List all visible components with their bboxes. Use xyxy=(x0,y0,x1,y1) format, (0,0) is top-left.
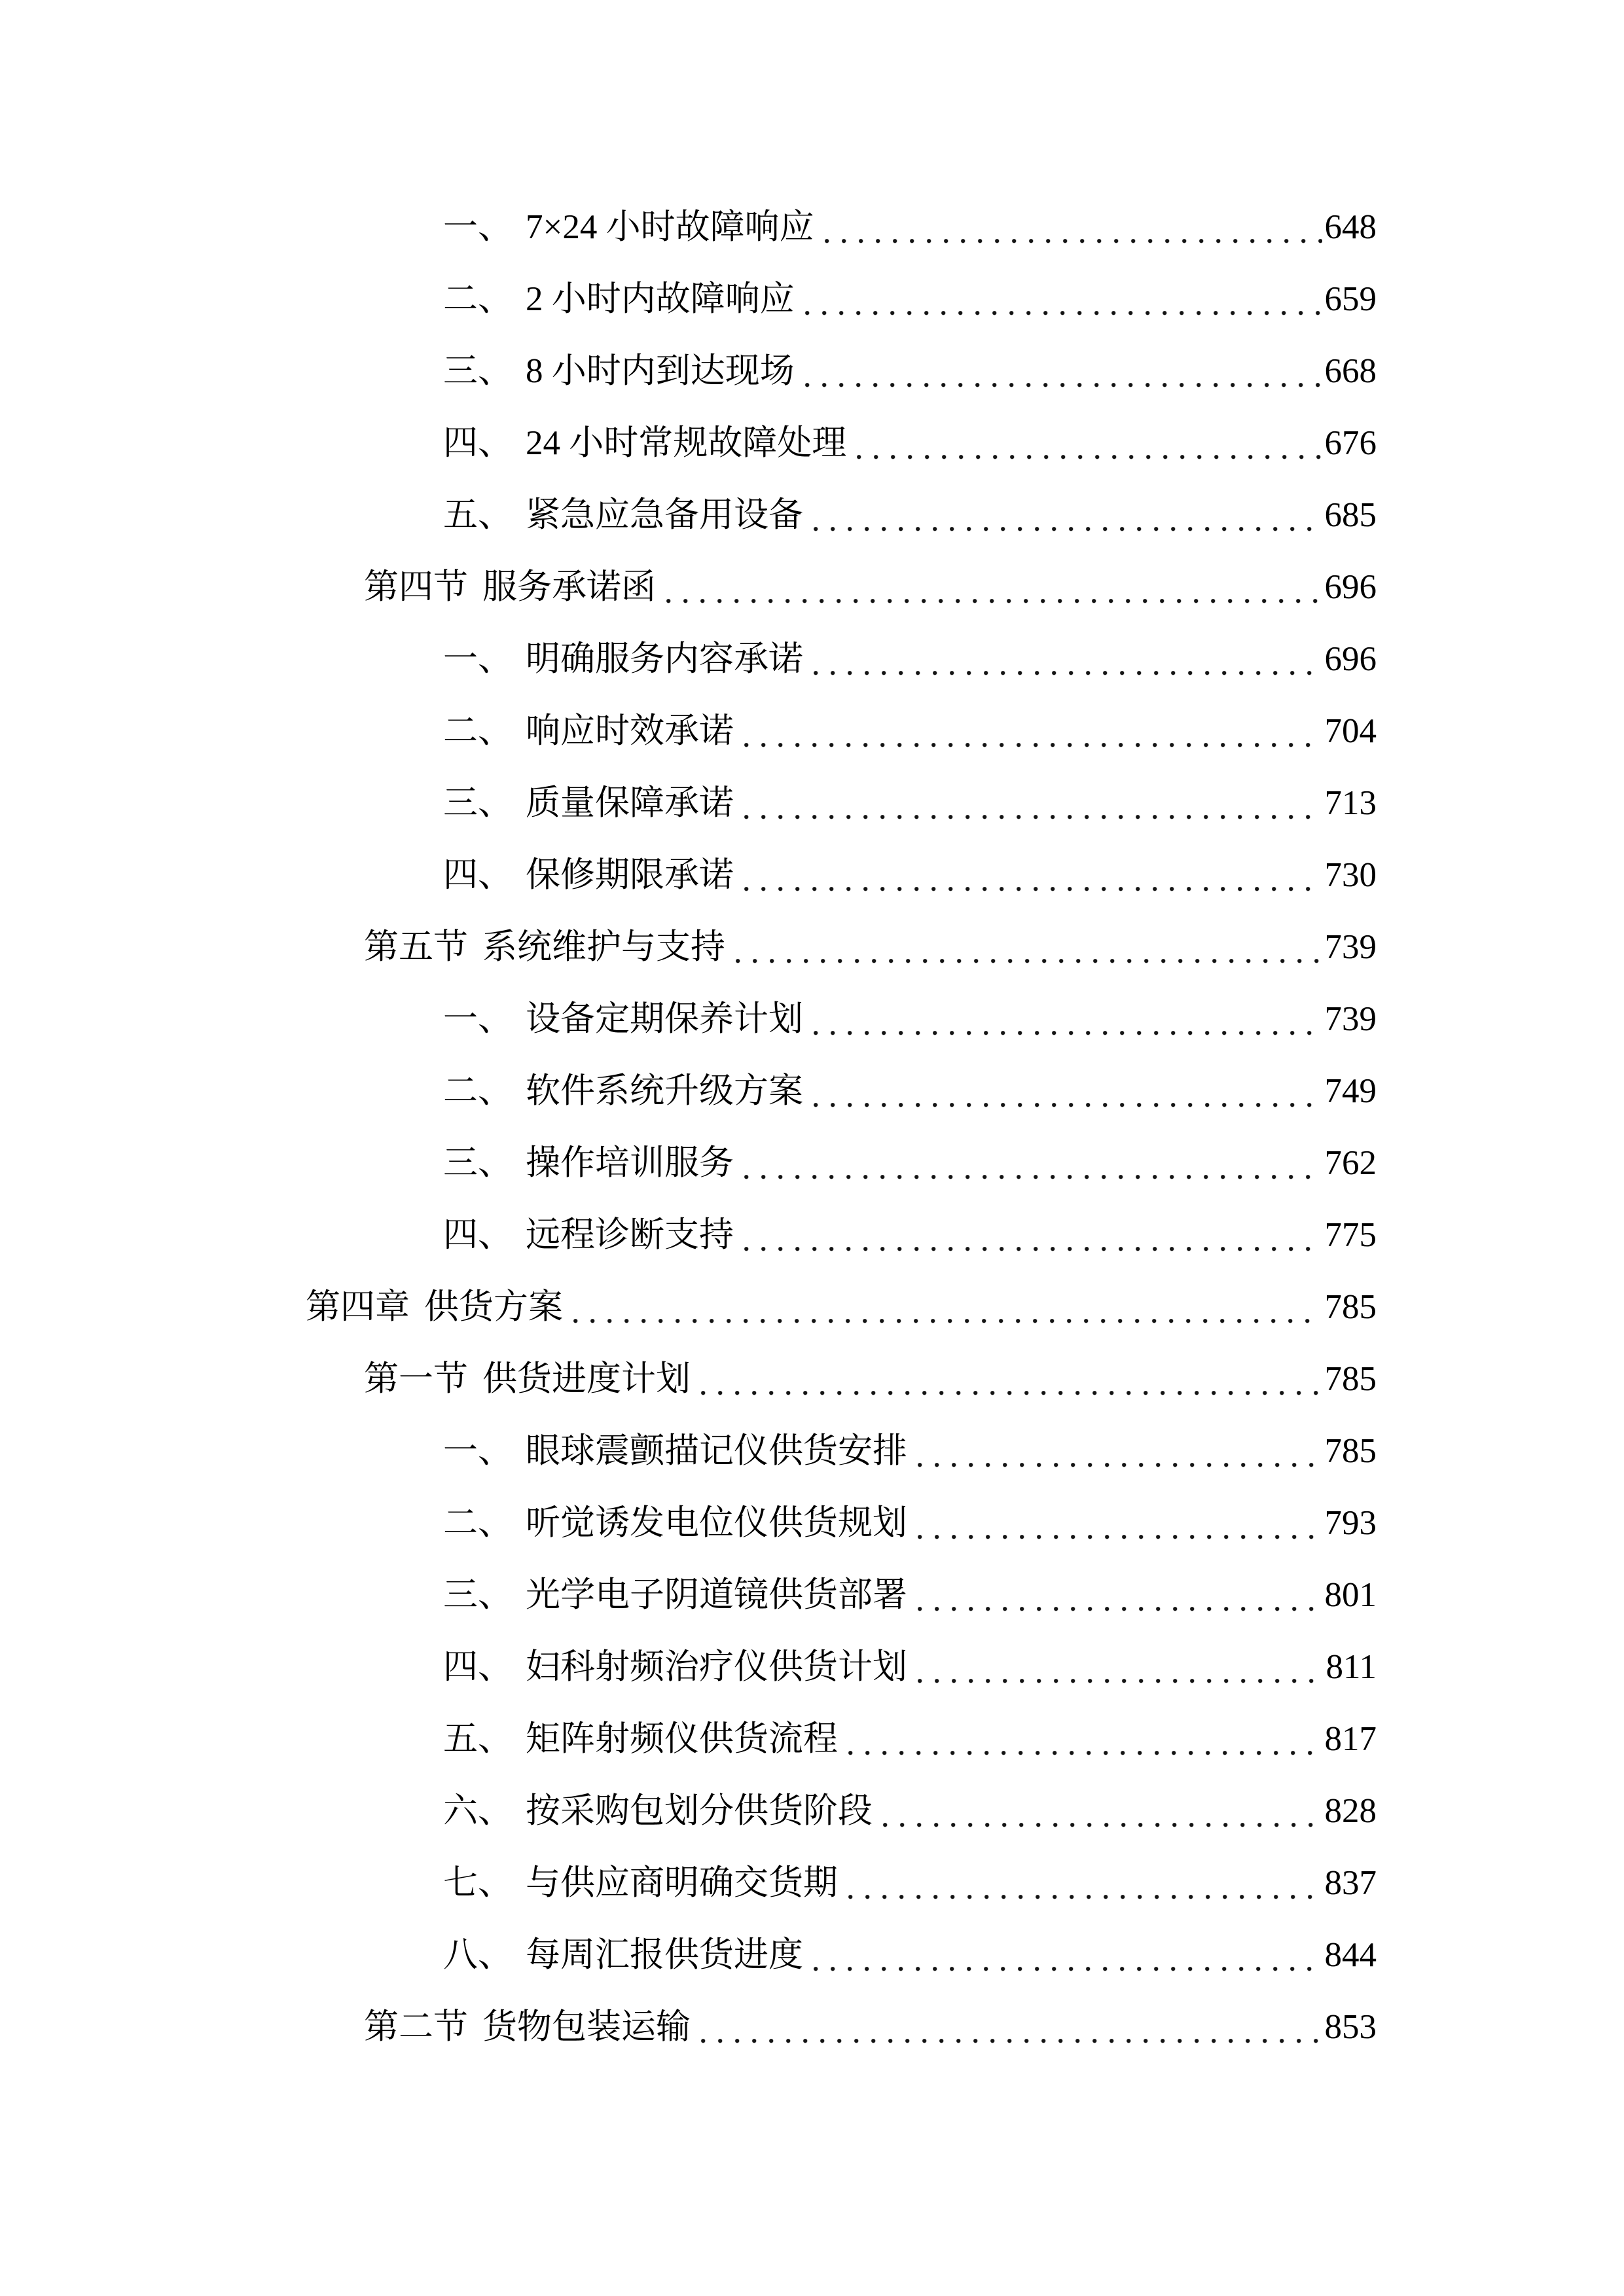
toc-entry xyxy=(0,263,1624,335)
toc-entry-number: 四、 xyxy=(443,424,513,462)
dot-leader xyxy=(848,1703,1322,1775)
toc-entry-title: 8 小时内到达现场 xyxy=(526,352,795,390)
dot-leader xyxy=(825,191,1322,263)
dot-leader xyxy=(883,1775,1322,1847)
dot-leader xyxy=(736,911,1322,983)
toc-entry-number: 第五节 xyxy=(364,928,468,966)
toc-entry-title: 供货进度计划 xyxy=(482,1360,691,1398)
dot-leader xyxy=(701,1991,1322,2063)
toc-entry-page: 793 xyxy=(1324,1504,1377,1542)
toc-entry xyxy=(0,1487,1624,1559)
dot-leader xyxy=(918,1559,1322,1631)
toc-entry xyxy=(0,407,1624,479)
dot-leader xyxy=(918,1631,1323,1703)
dot-leader xyxy=(573,1271,1322,1343)
toc-list xyxy=(0,191,1624,2063)
dot-leader xyxy=(814,1919,1322,1991)
dot-leader xyxy=(744,767,1322,839)
toc-entry-page: 844 xyxy=(1324,1936,1377,1974)
toc-entry-number: 第四节 xyxy=(364,568,468,606)
dot-leader xyxy=(744,1127,1322,1199)
toc-entry-number: 四、 xyxy=(443,856,513,894)
toc-entry-number: 四、 xyxy=(443,1216,513,1254)
dot-leader xyxy=(744,1199,1322,1271)
toc-entry-number: 一、 xyxy=(443,1000,513,1038)
toc-entry-page: 785 xyxy=(1324,1288,1377,1326)
toc-entry-page: 739 xyxy=(1324,928,1377,966)
dot-leader xyxy=(918,1487,1322,1559)
toc-entry-number: 第四章 xyxy=(306,1288,410,1326)
dot-leader xyxy=(848,1847,1322,1919)
toc-entry-page: 696 xyxy=(1324,640,1377,678)
toc-entry xyxy=(0,335,1624,407)
toc-entry xyxy=(0,1559,1624,1631)
dot-leader xyxy=(744,839,1322,911)
toc-entry-title: 服务承诺函 xyxy=(482,568,656,606)
dot-leader xyxy=(814,983,1322,1055)
toc-entry xyxy=(0,1055,1624,1127)
toc-entry-page: 730 xyxy=(1324,856,1377,894)
dot-leader xyxy=(805,335,1322,407)
toc-entry-page: 749 xyxy=(1324,1072,1377,1110)
toc-entry-title: 明确服务内容承诺 xyxy=(526,640,803,678)
toc-entry-page: 837 xyxy=(1324,1864,1377,1902)
toc-entry-title: 软件系统升级方案 xyxy=(526,1072,803,1110)
toc-entry xyxy=(0,479,1624,551)
toc-entry xyxy=(0,623,1624,695)
toc-entry-number: 三、 xyxy=(443,784,513,822)
toc-entry-number: 二、 xyxy=(443,1072,513,1110)
toc-entry-title: 2 小时内故障响应 xyxy=(526,280,795,318)
toc-entry-page: 713 xyxy=(1324,784,1377,822)
toc-entry-title: 远程诊断支持 xyxy=(526,1216,734,1254)
toc-entry-page: 817 xyxy=(1324,1720,1377,1758)
toc-entry xyxy=(0,1919,1624,1991)
toc-entry-number: 二、 xyxy=(443,1504,513,1542)
toc-entry-title: 妇科射频治疗仪供货计划 xyxy=(526,1648,907,1686)
toc-entry-title: 每周汇报供货进度 xyxy=(526,1936,803,1974)
toc-entry-page: 811 xyxy=(1326,1648,1377,1686)
dot-leader xyxy=(857,407,1322,479)
toc-entry-title: 设备定期保养计划 xyxy=(526,1000,803,1038)
toc-entry xyxy=(0,551,1624,623)
toc-entry-number: 五、 xyxy=(443,1720,513,1758)
toc-entry-page: 775 xyxy=(1324,1216,1377,1254)
toc-entry-title: 供货方案 xyxy=(424,1288,563,1326)
toc-entry-page: 704 xyxy=(1324,712,1377,750)
toc-entry-number: 一、 xyxy=(443,1432,513,1470)
toc-entry-number: 四、 xyxy=(443,1648,513,1686)
toc-entry-title: 响应时效承诺 xyxy=(526,712,734,750)
toc-entry-title: 矩阵射频仪供货流程 xyxy=(526,1720,838,1758)
dot-leader xyxy=(814,1055,1322,1127)
toc-entry xyxy=(0,1127,1624,1199)
toc-entry-page: 785 xyxy=(1324,1432,1377,1470)
toc-entry-number: 第一节 xyxy=(364,1360,468,1398)
toc-entry-number: 六、 xyxy=(443,1792,513,1830)
toc-entry xyxy=(0,983,1624,1055)
toc-entry-number: 第二节 xyxy=(364,2008,468,2046)
toc-entry xyxy=(0,1271,1624,1343)
toc-entry xyxy=(0,1703,1624,1775)
toc-entry-page: 801 xyxy=(1324,1576,1377,1614)
toc-entry-number: 七、 xyxy=(443,1864,513,1902)
toc-entry-number: 二、 xyxy=(443,712,513,750)
toc-entry-number: 二、 xyxy=(443,280,513,318)
dot-leader xyxy=(666,551,1322,623)
toc-entry-page: 853 xyxy=(1324,2008,1377,2046)
toc-entry-page: 828 xyxy=(1324,1792,1377,1830)
toc-entry xyxy=(0,1199,1624,1271)
toc-entry-title: 光学电子阴道镜供货部署 xyxy=(526,1576,907,1614)
dot-leader xyxy=(814,479,1322,551)
toc-entry-page: 648 xyxy=(1324,208,1377,246)
toc-entry-title: 听觉诱发电位仪供货规划 xyxy=(526,1504,907,1542)
toc-entry-number: 三、 xyxy=(443,352,513,390)
toc-entry-page: 696 xyxy=(1324,568,1377,606)
toc-entry-number: 五、 xyxy=(443,496,513,534)
toc-entry-number: 一、 xyxy=(443,208,513,246)
toc-entry-title: 系统维护与支持 xyxy=(482,928,725,966)
toc-entry xyxy=(0,1631,1624,1703)
toc-entry-page: 762 xyxy=(1324,1144,1377,1182)
toc-entry-title: 24 小时常规故障处理 xyxy=(526,424,847,462)
toc-entry-page: 685 xyxy=(1324,496,1377,534)
toc-entry-title: 7×24 小时故障响应 xyxy=(526,208,814,246)
toc-entry-page: 668 xyxy=(1324,352,1377,390)
dot-leader xyxy=(744,695,1322,767)
toc-entry-title: 操作培训服务 xyxy=(526,1144,734,1182)
toc-entry-title: 眼球震颤描记仪供货安排 xyxy=(526,1432,907,1470)
toc-entry-number: 三、 xyxy=(443,1144,513,1182)
toc-entry-number: 一、 xyxy=(443,640,513,678)
toc-entry xyxy=(0,1343,1624,1415)
toc-entry xyxy=(0,1991,1624,2063)
toc-entry xyxy=(0,1847,1624,1919)
toc-entry-title: 紧急应急备用设备 xyxy=(526,496,803,534)
dot-leader xyxy=(701,1343,1322,1415)
dot-leader xyxy=(814,623,1322,695)
toc-entry xyxy=(0,191,1624,263)
toc-entry-number: 三、 xyxy=(443,1576,513,1614)
dot-leader xyxy=(918,1415,1322,1487)
toc-entry-title: 质量保障承诺 xyxy=(526,784,734,822)
toc-entry xyxy=(0,1775,1624,1847)
toc-entry-title: 保修期限承诺 xyxy=(526,856,734,894)
toc-entry-page: 659 xyxy=(1324,280,1377,318)
toc-entry xyxy=(0,767,1624,839)
toc-entry-page: 785 xyxy=(1324,1360,1377,1398)
toc-entry-page: 676 xyxy=(1324,424,1377,462)
toc-entry-title: 按采购包划分供货阶段 xyxy=(526,1792,873,1830)
toc-entry xyxy=(0,911,1624,983)
toc-entry xyxy=(0,839,1624,911)
toc-entry-page: 739 xyxy=(1324,1000,1377,1038)
dot-leader xyxy=(805,263,1322,335)
toc-entry-title: 与供应商明确交货期 xyxy=(526,1864,838,1902)
toc-entry-title: 货物包装运输 xyxy=(482,2008,691,2046)
toc-entry xyxy=(0,1415,1624,1487)
toc-entry xyxy=(0,695,1624,767)
toc-entry-number: 八、 xyxy=(443,1936,513,1974)
